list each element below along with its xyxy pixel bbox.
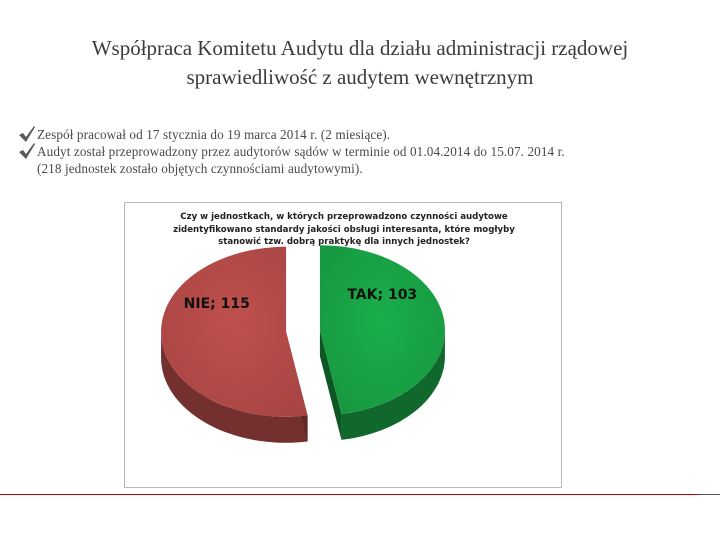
checkmark-icon — [18, 143, 36, 160]
slide-title-line-2: sprawiedliwość z audytem wewnętrznym — [186, 65, 534, 89]
data-label-tak: TAK; 103 — [347, 286, 418, 303]
bullet-item — [18, 126, 708, 143]
data-label-nie: NIE; 115 — [183, 296, 250, 313]
pie-slice-tak — [320, 245, 445, 440]
slide-title — [20, 34, 700, 92]
chart-container — [124, 202, 562, 488]
bullet-item — [18, 143, 708, 160]
checkmark-icon — [18, 126, 36, 143]
footer-rule-end — [697, 494, 720, 495]
chart-title: Czy w jednostkach, w których przeprowadzono czynności audytowe zidentyfikowano standardy jakości obsługi interesanta, które mogłyby stanowić tzw. dobrą praktykę dla innych jednostek? — [173, 212, 515, 247]
bullet-continuation: (218 jednostek zostało objętych czynnościami audytowymi). — [37, 161, 363, 176]
pie-slice-nie — [161, 247, 308, 443]
slide-title-line-1: Współpraca Komitetu Audytu dla działu administracji rządowej — [91, 36, 629, 60]
pie-chart — [125, 203, 561, 487]
footer-rule — [0, 494, 697, 495]
bullet-text-1: Zespół pracował od 17 stycznia do 19 marca 2014 r. (2 miesiące). — [37, 127, 391, 142]
bullet-text-2: Audyt został przeprowadzony przez audytorów sądów w terminie od 01.04.2014 do 15.07. 2014 r. — [37, 144, 565, 159]
bullet-list — [18, 126, 708, 177]
